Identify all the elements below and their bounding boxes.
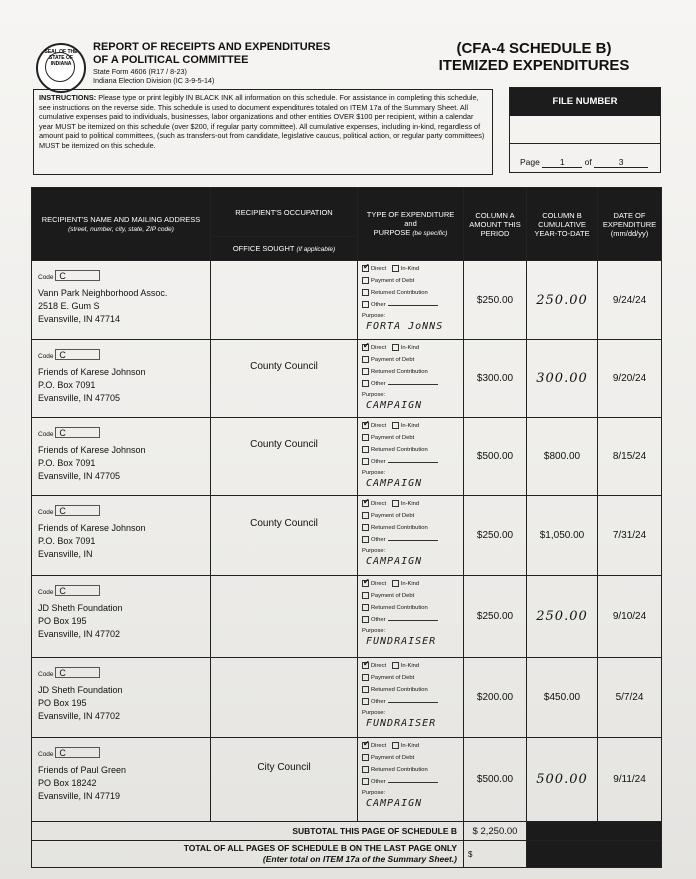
table-row: [32, 576, 662, 658]
type-cell[interactable]: [358, 738, 464, 822]
other-checkbox[interactable]: [362, 698, 369, 705]
title-line-2: OF A POLITICAL COMMITTEE: [93, 54, 249, 66]
other-line[interactable]: [388, 702, 438, 703]
returned-contribution-label: Returned Contribution: [371, 447, 428, 454]
amount-this-period[interactable]: $200.00: [464, 658, 527, 738]
in-kind-label: In-Kind: [400, 266, 420, 273]
state-seal-icon: [36, 43, 86, 93]
header-type-line-1: TYPE OF EXPENDITURE: [366, 210, 455, 219]
header-office-sub: (if applicable): [296, 245, 336, 253]
subtotal-blackout: [527, 822, 662, 841]
in-kind-checkbox[interactable]: [392, 265, 399, 272]
occupation-cell[interactable]: [211, 496, 358, 576]
type-returned-row: [362, 686, 428, 693]
code-value[interactable]: C: [55, 585, 100, 596]
in-kind-label: In-Kind: [400, 423, 420, 430]
header-col-b-1: COLUMN B: [542, 210, 582, 220]
other-checkbox[interactable]: [362, 380, 369, 387]
code-field[interactable]: [38, 270, 100, 281]
instructions-paragraph: [39, 93, 487, 150]
type-other-row: [362, 778, 438, 785]
header-type-line-3: PURPOSE: [373, 228, 411, 237]
payment-of-debt-label: Payment of Debt: [371, 435, 415, 442]
type-cell[interactable]: [358, 261, 464, 340]
recipient-name: Friends of Karese Johnson: [38, 523, 146, 533]
title-line-1: REPORT OF RECEIPTS AND EXPENDITURES: [93, 41, 331, 53]
subtotal-label: SUBTOTAL THIS PAGE OF SCHEDULE B: [32, 822, 464, 841]
expenditure-date[interactable]: 7/31/24: [598, 496, 662, 576]
type-direct-row: [362, 265, 419, 272]
returned-contribution-checkbox[interactable]: [362, 604, 369, 611]
type-returned-row: [362, 604, 428, 611]
code-value[interactable]: C: [55, 427, 100, 438]
table-row: [32, 261, 662, 340]
returned-contribution-label: Returned Contribution: [371, 369, 428, 376]
in-kind-checkbox[interactable]: [392, 500, 399, 507]
code-label: Code: [38, 671, 54, 678]
payment-of-debt-checkbox[interactable]: [362, 754, 369, 761]
returned-contribution-checkbox[interactable]: [362, 686, 369, 693]
type-returned-row: [362, 446, 428, 453]
purpose-label: Purpose:: [362, 470, 386, 476]
amount-this-period[interactable]: $500.00: [464, 418, 527, 496]
type-direct-row: [362, 422, 419, 429]
other-label: Other: [371, 699, 386, 706]
amount-this-period[interactable]: $500.00: [464, 738, 527, 822]
file-number-field[interactable]: [510, 116, 660, 144]
recipient-cell[interactable]: [32, 340, 211, 418]
header-occupation: RECIPIENT'S OCCUPATION: [211, 188, 358, 237]
code-value[interactable]: C: [55, 667, 100, 678]
type-other-row: [362, 301, 438, 308]
header-recipient-sub: (street, number, city, state, ZIP code): [68, 225, 174, 233]
other-line[interactable]: [388, 540, 438, 541]
direct-label: Direct: [371, 743, 387, 750]
header-date-3: (mm/dd/yy): [610, 228, 649, 238]
code-field[interactable]: [38, 505, 100, 516]
code-field[interactable]: [38, 585, 100, 596]
recipient-city: Evansville, IN 47702: [38, 711, 121, 721]
total-sub: (Enter total on ITEM 17a of the Summary Sheet.): [262, 854, 457, 864]
code-label: Code: [38, 353, 54, 360]
purpose-label: Purpose:: [362, 790, 386, 796]
header-type: [358, 188, 464, 261]
instructions-box: [33, 89, 493, 175]
returned-contribution-checkbox[interactable]: [362, 368, 369, 375]
type-other-row: [362, 698, 438, 705]
purpose-label: Purpose:: [362, 548, 386, 554]
amount-this-period[interactable]: $250.00: [464, 576, 527, 658]
occupation-cell[interactable]: [211, 261, 358, 340]
expenditure-date[interactable]: 9/24/24: [598, 261, 662, 340]
purpose-value[interactable]: CAMPAIGN: [366, 400, 423, 411]
page-of-label: of: [584, 157, 592, 167]
recipient-name: Friends of Karese Johnson: [38, 367, 146, 377]
purpose-value[interactable]: FORTA JoNNS: [366, 321, 444, 332]
recipient-name: JD Sheth Foundation: [38, 603, 123, 613]
header-type-line-2: and: [404, 219, 417, 228]
instructions-text: Please type or print legibly IN BLACK INK all information on this schedule. For assistance in completing this schedule, see instructions on the reverse side. This schedule is used to document expenditures totaled on ITEM 17a of the Summary Sheet. All cumulative expenses paid to individuals, businesses, labor organizations and other entities OVER $100 per recipient, within a calendar year MUST be itemized on this schedule (over $200, if regular party committee). All cumulative expenses, including in-kind, regardless of amount paid to political committees, (such as transfers-out from candidate, legislative caucus, political action, or regular party committees) MUST be itemized on this schedule.: [39, 93, 485, 150]
type-cell[interactable]: [358, 496, 464, 576]
type-other-row: [362, 616, 438, 623]
code-field[interactable]: [38, 747, 100, 758]
recipient-address: [38, 287, 167, 326]
total-label: TOTAL OF ALL PAGES OF SCHEDULE B ON THE LAST PAGE ONLY: [183, 843, 457, 853]
type-direct-row: [362, 500, 419, 507]
recipient-city: Evansville, IN 47714: [38, 314, 121, 324]
expenditures-table: [31, 187, 662, 868]
recipient-address: [38, 602, 123, 641]
type-direct-row: [362, 742, 419, 749]
expenditure-date[interactable]: 9/11/24: [598, 738, 662, 822]
expenditure-date[interactable]: 8/15/24: [598, 418, 662, 496]
purpose-label: Purpose:: [362, 392, 386, 398]
other-checkbox[interactable]: [362, 536, 369, 543]
header-office: [211, 237, 358, 261]
schedule-title: [418, 40, 650, 74]
total-blackout: [527, 841, 662, 868]
code-field[interactable]: [38, 427, 100, 438]
amount-this-period[interactable]: $250.00: [464, 261, 527, 340]
recipient-address: [38, 764, 126, 803]
type-returned-row: [362, 368, 428, 375]
cumulative-year-to-date[interactable]: 250.00: [527, 576, 598, 658]
code-value[interactable]: C: [55, 270, 100, 281]
cumulative-year-to-date[interactable]: 250.00: [527, 261, 598, 340]
recipient-cell[interactable]: [32, 261, 211, 340]
recipient-city: Evansville, IN 47705: [38, 471, 121, 481]
in-kind-checkbox[interactable]: [392, 580, 399, 587]
direct-label: Direct: [371, 345, 387, 352]
table-row: [32, 658, 662, 738]
type-debt-row: [362, 434, 414, 441]
seal-text: SEAL OF THE STATE OF INDIANA: [44, 49, 78, 67]
direct-checkbox[interactable]: [362, 500, 369, 507]
other-label: Other: [371, 537, 386, 544]
direct-checkbox[interactable]: [362, 742, 369, 749]
purpose-label: Purpose:: [362, 710, 386, 716]
other-line[interactable]: [388, 620, 438, 621]
page-total[interactable]: 3: [594, 157, 648, 168]
header-col-a-2: AMOUNT THIS: [469, 219, 521, 229]
total-value[interactable]: $: [464, 841, 527, 868]
header-col-a: [464, 188, 527, 261]
header-recipient-label: RECIPIENT'S NAME AND MAILING ADDRESS: [41, 214, 201, 224]
recipient-name: Friends of Paul Green: [38, 765, 127, 775]
other-label: Other: [371, 459, 386, 466]
occupation-cell[interactable]: [211, 340, 358, 418]
returned-contribution-label: Returned Contribution: [371, 687, 428, 694]
amount-this-period[interactable]: $300.00: [464, 340, 527, 418]
schedule-line-2: ITEMIZED EXPENDITURES: [438, 57, 630, 74]
recipient-address: [38, 684, 123, 723]
code-value[interactable]: C: [55, 349, 100, 360]
type-direct-row: [362, 580, 419, 587]
header-office-label: OFFICE SOUGHT: [232, 243, 295, 253]
payment-of-debt-label: Payment of Debt: [371, 755, 415, 762]
other-label: Other: [371, 617, 386, 624]
amount-this-period[interactable]: $250.00: [464, 496, 527, 576]
payment-of-debt-checkbox[interactable]: [362, 434, 369, 441]
file-number-label: FILE NUMBER: [510, 88, 660, 116]
recipient-name: JD Sheth Foundation: [38, 685, 123, 695]
payment-of-debt-checkbox[interactable]: [362, 356, 369, 363]
form-id: State Form 4606 (R17 / 8-23): [93, 67, 187, 76]
table-row: [32, 340, 662, 418]
type-returned-row: [362, 766, 428, 773]
direct-checkbox[interactable]: [362, 344, 369, 351]
payment-of-debt-label: Payment of Debt: [371, 675, 415, 682]
division: Indiana Election Division (IC 3-9-5-14): [93, 76, 215, 85]
other-line[interactable]: [388, 305, 438, 306]
recipient-street: PO Box 195: [38, 698, 87, 708]
recipient-street: PO Box 18242: [38, 778, 97, 788]
recipient-street: P.O. Box 7091: [38, 458, 96, 468]
in-kind-checkbox[interactable]: [392, 344, 399, 351]
direct-label: Direct: [371, 663, 387, 670]
direct-checkbox[interactable]: [362, 422, 369, 429]
type-debt-row: [362, 356, 414, 363]
header-recipient: [32, 188, 211, 261]
payment-of-debt-label: Payment of Debt: [371, 513, 415, 520]
header-col-a-3: PERIOD: [480, 228, 510, 238]
other-checkbox[interactable]: [362, 778, 369, 785]
payment-of-debt-checkbox[interactable]: [362, 277, 369, 284]
direct-label: Direct: [371, 266, 387, 273]
type-other-row: [362, 380, 438, 387]
recipient-cell[interactable]: [32, 496, 211, 576]
header-type-sub: (be specific): [412, 230, 448, 237]
payment-of-debt-label: Payment of Debt: [371, 278, 415, 285]
header-date-1: DATE OF: [613, 210, 646, 220]
code-value[interactable]: C: [55, 505, 100, 516]
direct-checkbox[interactable]: [362, 662, 369, 669]
returned-contribution-checkbox[interactable]: [362, 289, 369, 296]
header-date-2: EXPENDITURE: [602, 219, 657, 229]
code-label: Code: [38, 509, 54, 516]
direct-label: Direct: [371, 423, 387, 430]
other-line[interactable]: [388, 462, 438, 463]
code-field[interactable]: [38, 667, 100, 678]
purpose-value[interactable]: CAMPAIGN: [366, 556, 423, 567]
type-cell[interactable]: [358, 418, 464, 496]
code-label: Code: [38, 751, 54, 758]
type-other-row: [362, 458, 438, 465]
purpose-label: Purpose:: [362, 313, 386, 319]
header-col-a-1: COLUMN A: [475, 210, 515, 220]
type-other-row: [362, 536, 438, 543]
header-col-b: [527, 188, 598, 261]
other-label: Other: [371, 381, 386, 388]
in-kind-checkbox[interactable]: [392, 742, 399, 749]
expenditure-date[interactable]: 5/7/24: [598, 658, 662, 738]
other-checkbox[interactable]: [362, 458, 369, 465]
cumulative-year-to-date[interactable]: $800.00: [527, 418, 598, 496]
page-indicator: [520, 157, 648, 168]
type-debt-row: [362, 754, 414, 761]
recipient-name: Vann Park Neighborhood Assoc.: [38, 288, 168, 298]
recipient-cell[interactable]: [32, 418, 211, 496]
type-direct-row: [362, 662, 419, 669]
expenditure-date[interactable]: 9/20/24: [598, 340, 662, 418]
purpose-value[interactable]: FUNDRAISER: [366, 636, 437, 647]
recipient-street: 2518 E. Gum S: [38, 301, 100, 311]
in-kind-label: In-Kind: [400, 581, 420, 588]
type-direct-row: [362, 344, 419, 351]
purpose-value[interactable]: FUNDRAISER: [366, 718, 437, 729]
expenditure-date[interactable]: 9/10/24: [598, 576, 662, 658]
purpose-value[interactable]: CAMPAIGN: [366, 798, 423, 809]
occupation-value: County Council: [250, 360, 318, 372]
code-value[interactable]: C: [55, 747, 100, 758]
page-label: Page: [520, 157, 540, 167]
returned-contribution-checkbox[interactable]: [362, 524, 369, 531]
table-row: [32, 738, 662, 822]
returned-contribution-label: Returned Contribution: [371, 525, 428, 532]
table-row: [32, 418, 662, 496]
in-kind-checkbox[interactable]: [392, 422, 399, 429]
recipient-city: Evansville, IN 47702: [38, 629, 121, 639]
seal-inner-ring: [45, 52, 75, 82]
purpose-label: Purpose:: [362, 628, 386, 634]
other-checkbox[interactable]: [362, 301, 369, 308]
cumulative-year-to-date[interactable]: $450.00: [527, 658, 598, 738]
in-kind-label: In-Kind: [400, 345, 420, 352]
schedule-line-1: (CFA-4 SCHEDULE B): [456, 40, 612, 57]
code-field[interactable]: [38, 349, 100, 360]
returned-contribution-checkbox[interactable]: [362, 446, 369, 453]
payment-of-debt-checkbox[interactable]: [362, 512, 369, 519]
in-kind-label: In-Kind: [400, 743, 420, 750]
occupation-cell[interactable]: [211, 738, 358, 822]
instructions-label: INSTRUCTIONS:: [39, 93, 97, 102]
in-kind-checkbox[interactable]: [392, 662, 399, 669]
direct-checkbox[interactable]: [362, 580, 369, 587]
payment-of-debt-label: Payment of Debt: [371, 357, 415, 364]
type-debt-row: [362, 277, 414, 284]
cumulative-year-to-date[interactable]: 300.00: [527, 340, 598, 418]
code-label: Code: [38, 274, 54, 281]
type-debt-row: [362, 674, 414, 681]
code-label: Code: [38, 589, 54, 596]
recipient-address: [38, 522, 146, 561]
payment-of-debt-label: Payment of Debt: [371, 593, 415, 600]
returned-contribution-label: Returned Contribution: [371, 290, 428, 297]
recipient-name: Friends of Karese Johnson: [38, 445, 146, 455]
recipient-address: [38, 444, 146, 483]
table-row: [32, 496, 662, 576]
code-label: Code: [38, 431, 54, 438]
report-title: [93, 41, 330, 67]
recipient-street: P.O. Box 7091: [38, 380, 96, 390]
recipient-address: [38, 366, 146, 405]
returned-contribution-checkbox[interactable]: [362, 766, 369, 773]
recipient-cell[interactable]: [32, 576, 211, 658]
type-debt-row: [362, 592, 414, 599]
recipient-cell[interactable]: [32, 658, 211, 738]
recipient-city: Evansville, IN 47719: [38, 791, 121, 801]
other-checkbox[interactable]: [362, 616, 369, 623]
recipient-street: P.O. Box 7091: [38, 536, 96, 546]
occupation-value: County Council: [250, 438, 318, 450]
occupation-cell[interactable]: [211, 576, 358, 658]
in-kind-label: In-Kind: [400, 501, 420, 508]
recipient-city: Evansville, IN: [38, 549, 93, 559]
returned-contribution-label: Returned Contribution: [371, 767, 428, 774]
page-current[interactable]: 1: [542, 157, 582, 168]
type-cell[interactable]: [358, 340, 464, 418]
other-line[interactable]: [388, 782, 438, 783]
in-kind-label: In-Kind: [400, 663, 420, 670]
subtotal-value[interactable]: $ 2,250.00: [464, 822, 527, 841]
payment-of-debt-checkbox[interactable]: [362, 674, 369, 681]
header-date: [598, 188, 662, 261]
recipient-street: PO Box 195: [38, 616, 87, 626]
other-label: Other: [371, 779, 386, 786]
form-info: [93, 67, 214, 85]
occupation-value: City Council: [257, 761, 311, 773]
occupation-value: County Council: [250, 517, 318, 529]
other-label: Other: [371, 302, 386, 309]
direct-checkbox[interactable]: [362, 265, 369, 272]
payment-of-debt-checkbox[interactable]: [362, 592, 369, 599]
type-debt-row: [362, 512, 414, 519]
recipient-city: Evansville, IN 47705: [38, 393, 121, 403]
returned-contribution-label: Returned Contribution: [371, 605, 428, 612]
direct-label: Direct: [371, 501, 387, 508]
type-returned-row: [362, 524, 428, 531]
occupation-cell[interactable]: [211, 658, 358, 738]
header-col-b-3: YEAR-TO-DATE: [534, 228, 590, 238]
recipient-cell[interactable]: [32, 738, 211, 822]
cumulative-year-to-date[interactable]: $1,050.00: [527, 496, 598, 576]
header-type-purpose: [358, 228, 463, 238]
type-returned-row: [362, 289, 428, 296]
occupation-cell[interactable]: [211, 418, 358, 496]
other-line[interactable]: [388, 384, 438, 385]
cumulative-year-to-date[interactable]: 500.00: [527, 738, 598, 822]
purpose-value[interactable]: CAMPAIGN: [366, 478, 423, 489]
total-label-cell: [32, 841, 464, 868]
type-cell[interactable]: [358, 658, 464, 738]
type-cell[interactable]: [358, 576, 464, 658]
direct-label: Direct: [371, 581, 387, 588]
header-col-b-2: CUMULATIVE: [538, 219, 586, 229]
